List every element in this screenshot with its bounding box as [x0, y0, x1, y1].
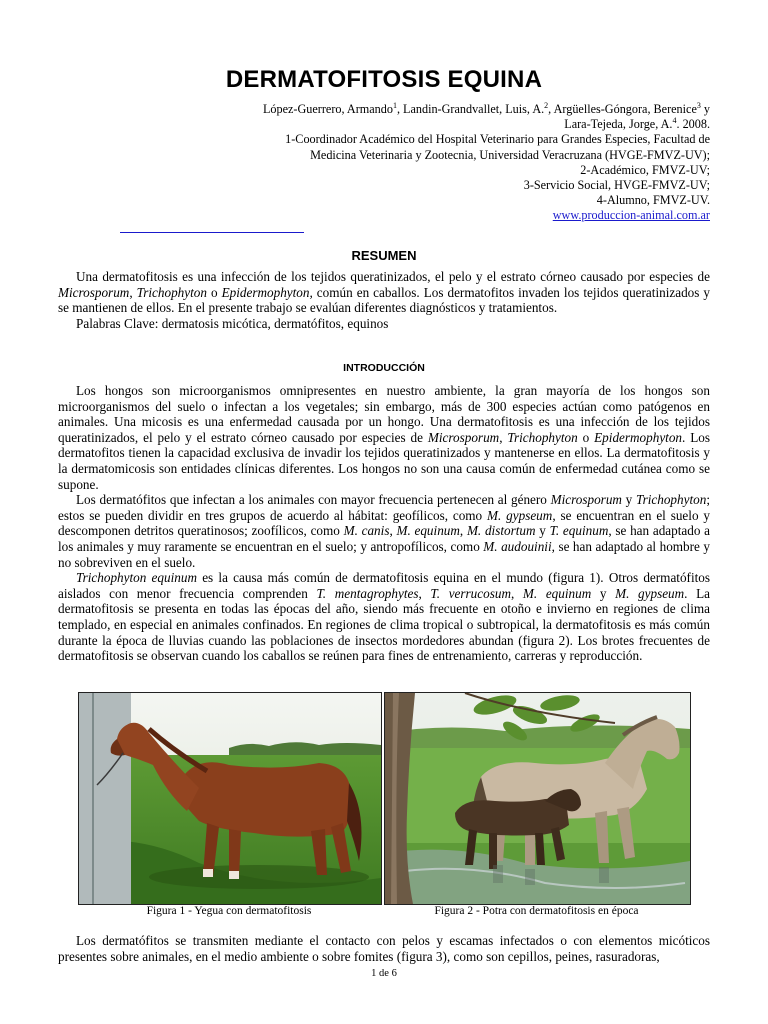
resumen-heading: RESUMEN [351, 248, 417, 263]
affiliation-2: Medicina Veterinaria y Zootecnia, Universidad Veracruzana (HVGE-FMVZ-UV); [310, 147, 710, 162]
resumen-body [58, 269, 710, 331]
figure-2-caption: Figura 2 - Potra con dermatofitosis en época [434, 905, 639, 917]
bottom-body [58, 933, 710, 964]
author-line-2: Lara-Tejeda, Jorge, A.$^4$. 2008. [564, 116, 710, 132]
affiliation-5: 4-Alumno, FMVZ-UV. [596, 193, 710, 208]
author-line-1: López-Guerrero, Armando$^1$, Landin-Grandvallet, Luis, A.$^2$, Argüelles-Góngora, Berenice$^3$ y [262, 100, 710, 116]
keywords: Palabras Clave: dermatosis micótica, dermatófitos, equinos [76, 315, 389, 331]
intro-paragraph-1: Los hongos son microorganismos omnipresentes en nuestro ambiente, la gran mayoría de los hongos son microorganismos del suelo o infectan a los vegetales; sin embargo, más de 300 especies actúan como patógenos en animales. Una micosis es una enfermedad causada por un hongo. Una dermatofitosis es una infección de los tejidos queratinizados, el pelo y el estrato córneo causado por especies de Microsporum, Trichophyton o Epidermophyton. Los dermatofitos tienen la capacidad exclusiva de invadir los tejidos queratinizados y mantenerse en ellos. La dermatofitosis y la dermatomicosis son entidades clínicas diferentes. Los hongos no son una causa común de enfermedad cutánea como se supone. [58, 383, 711, 492]
resumen-paragraph: Una dermatofitosis es una infección de los tejidos queratinizados, el pelo y el estrato córneo causado por especies de Microsporum, Trichophyton o Epidermophyton, común en caballos. Los dermatofitos invaden los tejidos queratinizados y se mantienen de ellos. En el presente trabajo se evalúan diferentes diagnósticos y tratamientos. [58, 269, 710, 316]
author-block [150, 102, 710, 224]
website-link[interactable]: www.produccion-animal.com.ar [552, 208, 710, 223]
page-number: 1 de 6 [371, 968, 397, 979]
figure-1-photo [78, 692, 382, 905]
figure-2-photo [384, 692, 691, 905]
figure-1-caption: Figura 1 - Yegua con dermatofitosis [146, 905, 312, 917]
intro-paragraph-2: Los dermatófitos que infectan a los animales con mayor frecuencia pertenecen al género Microsporum y Trichophyton; estos se pueden dividir en tres grupos de acuerdo al hábitat: geofílicos, como M. gypseum, se encuentran en el suelo y descomponen detritos queratinosos; zoofílicos, como M. canis, M. equinum, M. distortum y T. equinum, se han adaptado a los animales y muy raramente se encuentran en el suelo; y antropofílicos, como M. audouinii, se han adaptado al hombre y no sobreviven en el suelo. [58, 492, 711, 570]
footnote-rule [120, 232, 304, 233]
paper-title: DERMATOFITOSIS EQUINA [225, 66, 543, 93]
affiliation-3: 2-Académico, FMVZ-UV; [580, 162, 710, 177]
affiliation-1: 1-Coordinador Académico del Hospital Veterinario para Grandes Especies, Facultad de [285, 132, 710, 147]
intro-body [58, 383, 710, 664]
bottom-paragraph: Los dermatófitos se transmiten mediante el contacto con pelos y escamas infectados o con elementos micóticos presentes sobre animales, en el medio ambiente o sobre fomites (figura 3), como son cepillos, peines, rasuradoras, [58, 933, 710, 964]
intro-heading: INTRODUCCIÓN [343, 362, 425, 374]
intro-paragraph-3: Trichophyton equinum es la causa más común de dermatofitosis equina en el mundo (figura 1). Otros dermatófitos aislados con menor frecuencia comprenden T. mentagrophytes, T. verrucosum, M. equinum y M. gypseum. La dermatofitosis se presenta en todas las épocas del año, siendo más frecuente en otoño e invierno en regiones de clima templado, en especial en animales confinados. En regiones de clima tropical o subtropical, la dermatofitosis es más común durante la época de lluvias cuando las poblaciones de insectos mordedores abundan (figura 2). Los brotes frecuentes de dermatofitosis se observan cuando los caballos se reúnen para fines de entrenamiento, carreras y reproducción. [58, 570, 711, 664]
affiliation-4: 3-Servicio Social, HVGE-FMVZ-UV; [523, 178, 710, 193]
